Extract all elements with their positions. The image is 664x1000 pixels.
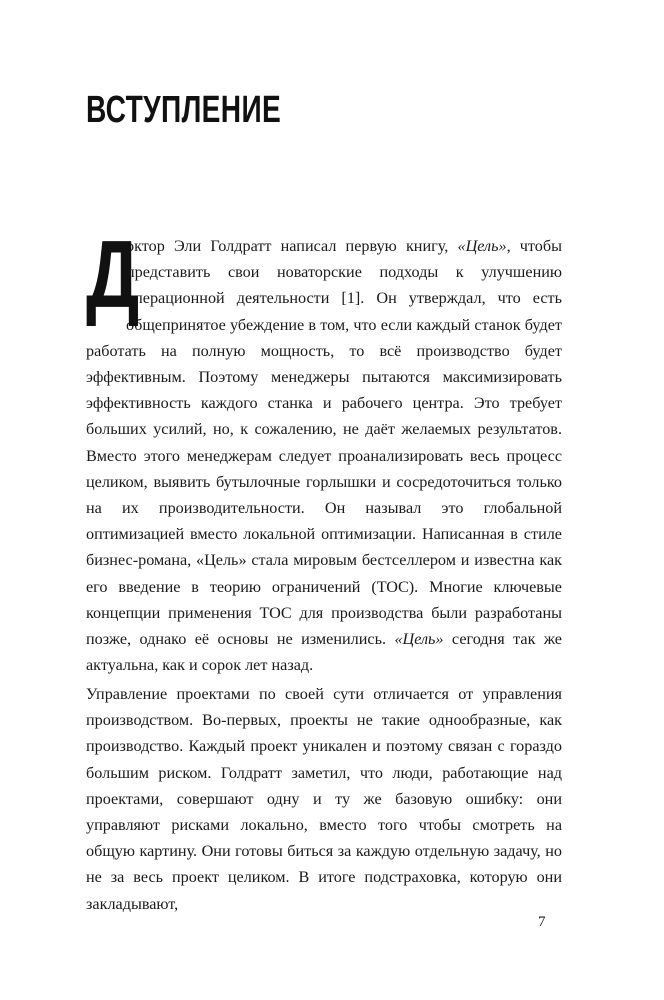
paragraph-2: Управление проектами по своей сути отличается от управления производством. Во-первых, проекты не такие однообразные, как производство. Каждый проект уникален и поэтому связан с гораздо большим риском. Голдратт заметил, что люди, работающие над проектами, совершают одну и ту же базовую ошибку: они управляют рисками локально, вместо того чтобы смотреть на общую картину. Они готовы биться за каждую отдельную задачу, но не за весь проект целиком. В итоге подстраховка, которую они закладывают, <box>86 685 562 913</box>
paragraph-1-text-b: , чтобы представить свои новаторские подходы к улучшению операционной деятельности [1]. Он утверждал, что есть общепринятое убеждение в том, что если каждый станок будет работать на полную мощность, то всё производство будет эффективным. Поэтому менеджеры пытаются максимизировать эффективность каждого станка и рабочего центра. Это требует больших усилий, но, к сожалению, не даёт желаемых результатов. Вместо этого менеджерам следует проанализировать весь процесс целиком, выявить бутылочные горлышки и сосредоточиться только на их производительности. Он называл это глобальной оптимизацией вместо локальной оптимизации. Написанная в стиле бизнес-романа, «Цель» стала мировым бестселлером и известна как его введение в теорию ограничений (TOC). Многие ключевые концепции применения TOC для производства были разработаны позже, однако её основы не изменились. <box>86 237 562 649</box>
drop-cap: Д <box>86 221 140 328</box>
book-title-goal-2: «Цель» <box>394 630 444 649</box>
chapter-title: ВСТУПЛЕНИЕ <box>86 89 282 131</box>
book-title-goal: «Цель» <box>457 237 507 255</box>
paragraph-1 <box>86 221 562 678</box>
paragraph-1-text-c: сегодня так же актуальна, как и сорок лет назад. <box>86 630 562 675</box>
paragraph-1-text-a: октор Эли Голдратт написал первую книгу, <box>126 237 458 255</box>
page-number: 7 <box>538 914 546 930</box>
